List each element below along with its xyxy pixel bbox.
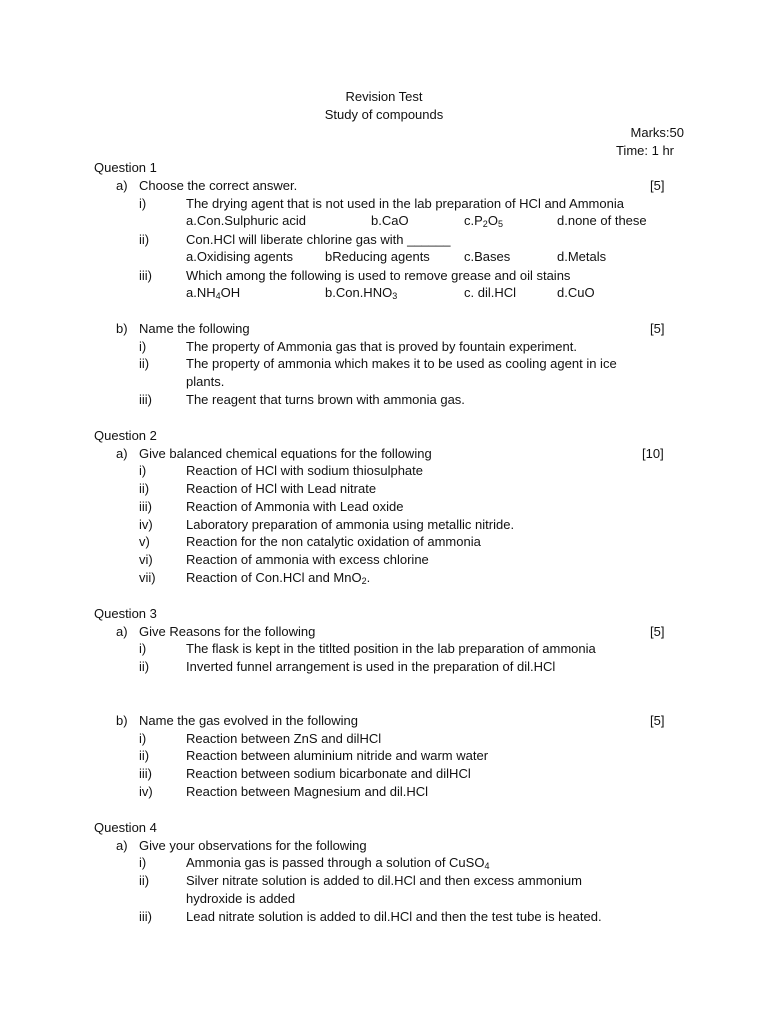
q1a-option: c. dil.HCl [464,285,517,300]
question-1-heading: Question 1 [94,160,157,175]
q2a-item-text: Reaction of ammonia with excess chlorine [186,552,429,567]
q1a-option: bReducing agents [325,249,430,264]
q3b-item-num: ii) [139,748,150,763]
q1a-option: d.Metals [557,249,607,264]
q2a-item-num: vii) [139,570,156,585]
q1b-item-text: The property of ammonia which makes it to be used as cooling agent in ice [186,356,617,371]
q2a-item-text: Reaction of HCl with Lead nitrate [186,481,377,496]
marks-label: Marks:50 [630,125,684,140]
q4a-item-text: Silver nitrate solution is added to dil.HCl and then excess ammonium [186,873,582,888]
q1b-item-num: i) [139,339,147,354]
question-4-heading: Question 4 [94,820,157,835]
q2a-item-text: Reaction for the non catalytic oxidation of ammonia [186,534,481,549]
q4a-text: Give your observations for the following [139,838,367,853]
q3a-item-text: Inverted funnel arrangement is used in the preparation of dil.HCl [186,659,556,674]
q4a-item-num: ii) [139,873,150,888]
q1a-text: Choose the correct answer. [139,178,298,193]
q3a-item-num: ii) [139,659,150,674]
q1b-label: b) [116,321,128,336]
q3b-item-num: i) [139,731,147,746]
q2a-item-num: iii) [139,499,152,514]
q1a-option: d.none of these [557,213,647,228]
q3a-label: a) [116,624,128,639]
q3b-item-num: iii) [139,766,152,781]
q2a-item-text: Reaction of Ammonia with Lead oxide [186,499,404,514]
q4a-item-text-cont: hydroxide is added [186,891,296,906]
q4a-label: a) [116,838,128,853]
q2a-item-num: v) [139,534,150,549]
q3b-item-text: Reaction between aluminium nitride and warm water [186,748,489,763]
q3b-item-text: Reaction between ZnS and dilHCl [186,731,382,746]
q1a-option: c.Bases [464,249,511,264]
document-title: Revision Test [345,89,423,104]
q2a-item-num: vi) [139,552,153,567]
q1a-item-text: The drying agent that is not used in the lab preparation of HCl and Ammonia [186,196,624,211]
q3a-marks: [5] [650,624,665,639]
q1a-label: a) [116,178,128,193]
q1a-marks: [5] [650,178,665,193]
q1a-option: d.CuO [557,285,595,300]
q1b-marks: [5] [650,321,665,336]
q3b-text: Name the gas evolved in the following [139,713,358,728]
q3a-item-num: i) [139,641,147,656]
q1a-option: $a.NH_4OH$ [186,285,241,301]
q2a-item-num: i) [139,463,147,478]
q4a-item-num: i) [139,855,147,870]
q1b-text: Name the following [139,321,250,336]
q1b-item-text: The property of Ammonia gas that is proved by fountain experiment. [186,339,577,354]
q2a-item-text: Laboratory preparation of ammonia using metallic nitride. [186,517,515,532]
question-3-heading: Question 3 [94,606,157,621]
q1b-item-text: The reagent that turns brown with ammonia gas. [186,392,465,407]
time-label: Time: 1 hr [615,143,674,158]
q2a-item-num: iv) [139,517,153,532]
question-2-heading: Question 2 [94,428,157,443]
q2a-label: a) [116,446,128,461]
q1a-item-num: ii) [139,232,150,247]
q3b-item-text: Reaction between sodium bicarbonate and dilHCl [186,766,471,781]
q1a-option: a.Con.Sulphuric acid [186,213,306,228]
document-subtitle: Study of compounds [324,107,444,122]
q1a-option: $b.Con.HNO_3$ [325,285,398,301]
q3b-item-num: iv) [139,784,153,799]
q3b-marks: [5] [650,713,665,728]
q3a-item-text: The flask is kept in the titlted position in the lab preparation of ammonia [186,641,596,656]
q2a-marks: [10] [642,446,664,461]
q1b-item-num: iii) [139,392,152,407]
q3a-text: Give Reasons for the following [139,624,316,639]
q1a-option: a.Oxidising agents [186,249,293,264]
q2a-item-text: Reaction of Con.HCl and MnO$_2$. [186,570,371,586]
q2a-item-text: Reaction of HCl with sodium thiosulphate [186,463,424,478]
q4a-item-text: Lead nitrate solution is added to dil.HCl and then the test tube is heated. [186,909,602,924]
q2a-item-num: ii) [139,481,150,496]
q4a-item-num: iii) [139,909,152,924]
q1a-item-num: i) [139,196,147,211]
q1a-option: b.CaO [371,213,409,228]
q3b-label: b) [116,713,128,728]
q1a-option: $c.P_2O_5$ [464,213,503,229]
q1a-item-num: iii) [139,268,152,283]
q3b-item-text: Reaction between Magnesium and dil.HCl [186,784,429,799]
q2a-text: Give balanced chemical equations for the following [139,446,432,461]
q4a-item-text: Ammonia gas is passed through a solution of CuSO$_4$ [186,855,490,871]
q1a-item-text: Con.HCl will liberate chlorine gas with ______ [186,232,451,247]
q1b-item-num: ii) [139,356,150,371]
q1a-item-text: Which among the following is used to remove grease and oil stains [186,268,571,283]
q1b-item-text-cont: plants. [186,374,225,389]
